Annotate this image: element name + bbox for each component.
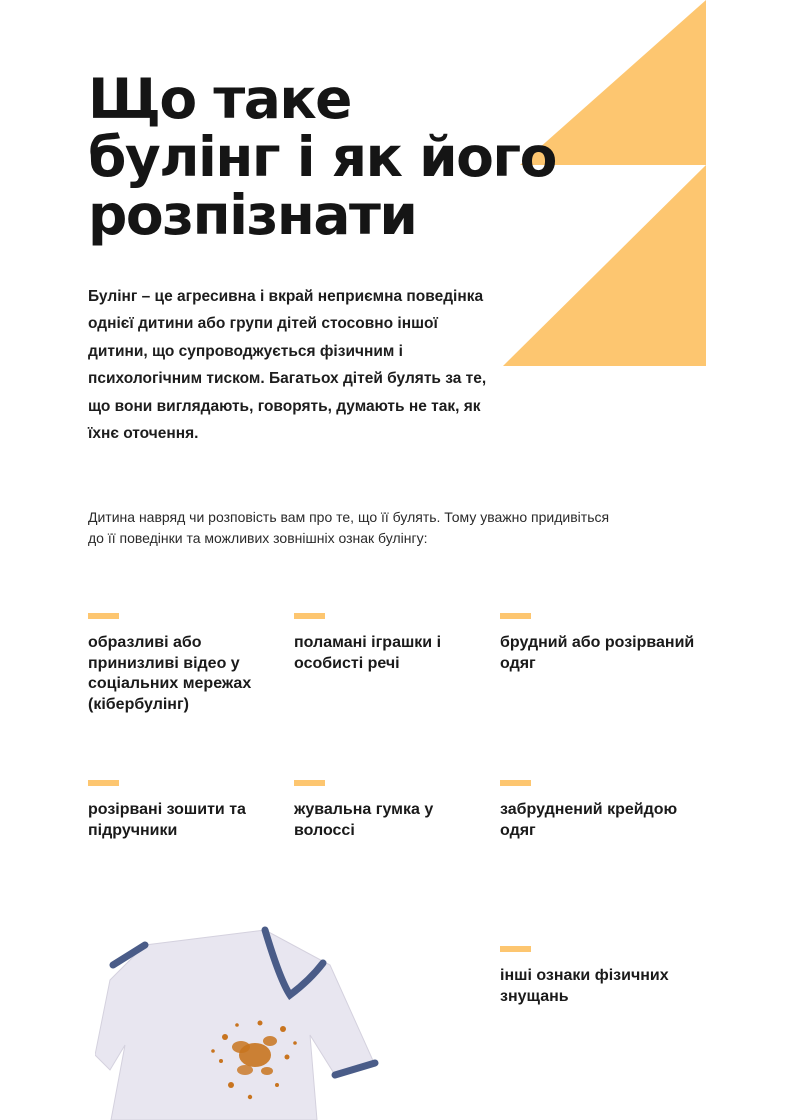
sign-item-torn-notebooks [88, 780, 303, 841]
title-line: Що таке [88, 67, 351, 131]
intro-line: психологічним тиском. Багатьох дітей булять за те, [88, 370, 487, 388]
sign-marker [500, 613, 531, 619]
sign-label [88, 800, 303, 841]
sign-label-line: поламані іграшки і [294, 634, 442, 651]
title-line: булінг і як його [88, 125, 556, 189]
note-line: до її поведінки та можливих зовнішніх ознак булінгу: [88, 530, 428, 546]
sign-label-line: брудний або розірваний [500, 634, 695, 651]
intro-line: що вони виглядають, говорять, думають не так, як [88, 397, 481, 415]
sign-label-line: (кібербулінг) [88, 695, 189, 713]
sign-label-line: соціальних мережах [88, 675, 252, 692]
sign-marker [88, 780, 119, 786]
sign-label [500, 800, 715, 841]
sign-label-line: забруднений крейдою [500, 801, 678, 818]
sign-item-physical-abuse [500, 946, 715, 1007]
note-line: Дитина навряд чи розповість вам про те, що її булять. Тому уважно придивіться [88, 509, 610, 525]
sign-marker [500, 780, 531, 786]
sign-label-line: одяг [500, 821, 536, 839]
intro-paragraph [88, 283, 508, 447]
sign-item-broken-toys [294, 613, 509, 674]
sign-item-dirty-clothes [500, 613, 715, 674]
note-paragraph [88, 507, 688, 549]
sign-label-line: особисті речі [294, 654, 400, 672]
sign-label-line: інші ознаки фізичних [500, 967, 669, 984]
intro-line: однієї дитини або групи дітей стосовно іншої [88, 315, 438, 333]
page-title [88, 67, 608, 247]
sign-label-line: принизливі відео у [88, 654, 240, 672]
sign-label-line: волоссі [294, 821, 355, 839]
sign-label [294, 633, 509, 674]
sign-label-line: образливі або [88, 634, 202, 651]
tshirt-body [95, 930, 375, 1120]
sign-label-line: підручники [88, 821, 178, 839]
sign-marker [88, 613, 119, 619]
title-line: розпізнати [88, 183, 417, 247]
sign-label-line: розірвані зошити та [88, 801, 246, 818]
sign-item-chalk-clothes [500, 780, 715, 841]
sign-label-line: жувальна гумка у [294, 801, 434, 818]
sign-label [500, 633, 715, 674]
sign-label [88, 633, 303, 715]
sign-marker [294, 780, 325, 786]
sign-label-line: знущань [500, 987, 569, 1005]
sign-item-cyberbullying [88, 613, 303, 715]
sign-marker [294, 613, 325, 619]
sign-item-chewing-gum [294, 780, 509, 841]
sign-marker [500, 946, 531, 952]
intro-line: дитини, що супроводжується фізичним і [88, 342, 403, 360]
intro-line: Булінг – це агресивна і вкрай неприємна поведінка [88, 288, 484, 305]
sign-label [500, 966, 715, 1007]
sign-label [294, 800, 509, 841]
sign-label-line: одяг [500, 654, 536, 672]
stained-tshirt-icon [95, 925, 385, 1120]
intro-line: їхнє оточення. [88, 425, 199, 443]
